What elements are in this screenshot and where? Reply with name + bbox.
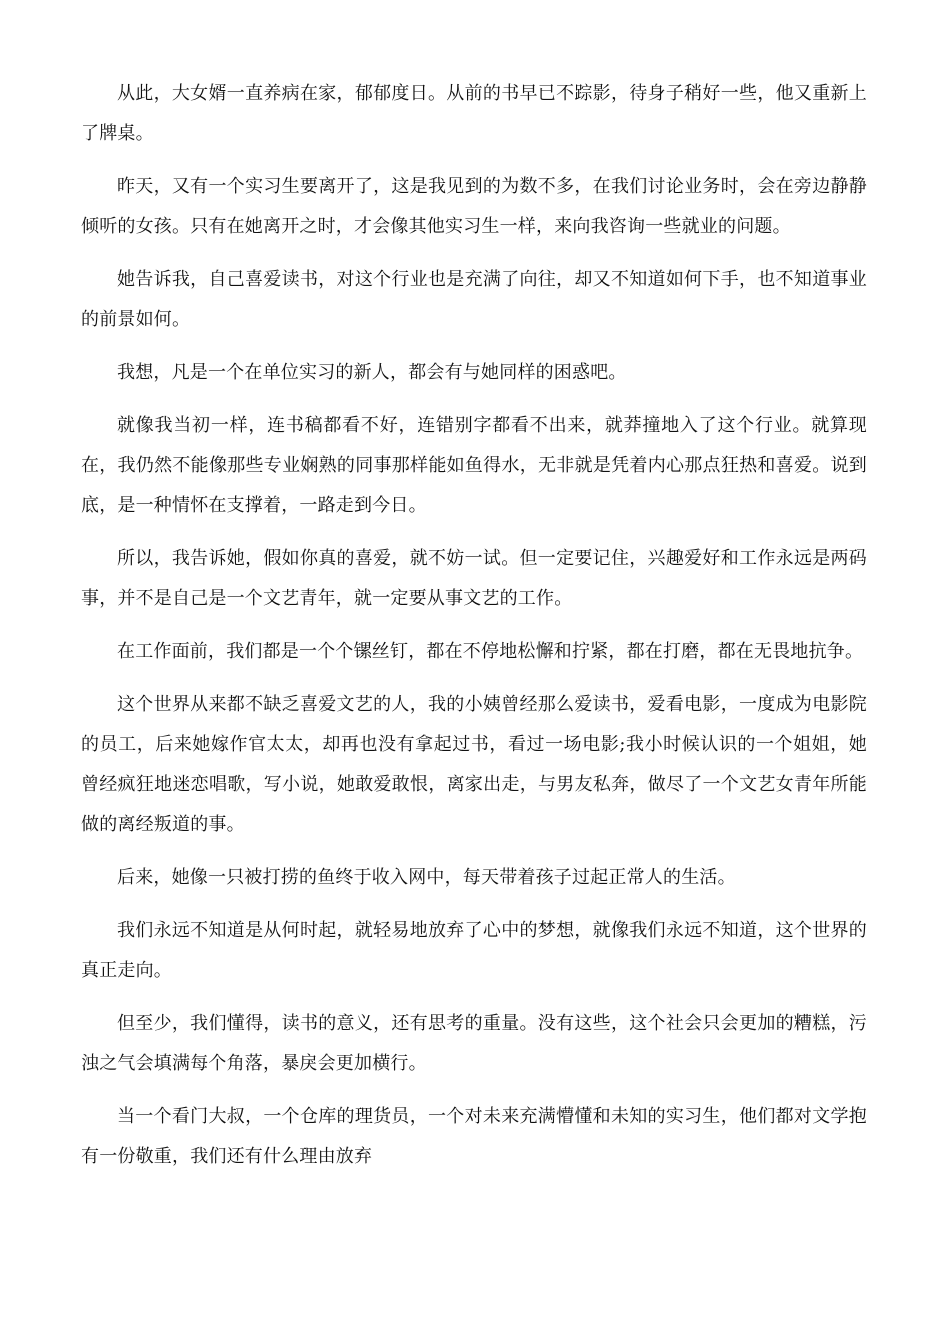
paragraph: 她告诉我，自己喜爱读书，对这个行业也是充满了向往，却又不知道如何下手，也不知道事业的前景如何。 (81, 269, 867, 330)
paragraph: 我们永远不知道是从何时起，就轻易地放弃了心中的梦想，就像我们永远不知道，这个世界的真正走向。 (81, 920, 867, 981)
paragraph: 所以，我告诉她，假如你真的喜爱，就不妨一试。但一定要记住，兴趣爱好和工作永远是两码事，并不是自己是一个文艺青年，就一定要从事文艺的工作。 (81, 548, 867, 609)
paragraph: 昨天，又有一个实习生要离开了，这是我见到的为数不多，在我们讨论业务时，会在旁边静静倾听的女孩。只有在她离开之时，才会像其他实习生一样，来向我咨询一些就业的问题。 (81, 176, 867, 237)
paragraph: 从此，大女婿一直养病在家，郁郁度日。从前的书早已不踪影，待身子稍好一些，他又重新上了牌桌。 (81, 83, 867, 144)
paragraph: 就像我当初一样，连书稿都看不好，连错别字都看不出来，就莽撞地入了这个行业。就算现在，我仍然不能像那些专业娴熟的同事那样能如鱼得水，无非就是凭着内心那点狂热和喜爱。说到底，是一种情怀在支撑着，一路走到今日。 (81, 415, 867, 516)
document-body (81, 74, 867, 1190)
paragraph: 在工作面前，我们都是一个个镙丝钉，都在不停地松懈和拧紧，都在打磨，都在无畏地抗争。 (117, 641, 864, 662)
paragraph: 后来，她像一只被打捞的鱼终于收入网中，每天带着孩子过起正常人的生活。 (117, 867, 736, 888)
paragraph: 但至少，我们懂得，读书的意义，还有思考的重量。没有这些，这个社会只会更加的糟糕，污浊之气会填满每个角落，暴戾会更加横行。 (81, 1013, 867, 1074)
paragraph: 这个世界从来都不缺乏喜爱文艺的人，我的小姨曾经那么爱读书，爱看电影，一度成为电影院的员工，后来她嫁作官太太，却再也没有拿起过书，看过一场电影;我小时候认识的一个姐姐，她曾经疯狂地迷恋唱歌，写小说，她敢爱敢恨，离家出走，与男友私奔，做尽了一个文艺女青年所能做的离经叛道的事。 (81, 694, 867, 835)
paragraph: 我想，凡是一个在单位实习的新人，都会有与她同样的困惑吧。 (117, 362, 627, 383)
paragraph: 当一个看门大叔，一个仓库的理货员，一个对未来充满懵懂和未知的实习生，他们都对文学抱有一份敬重，我们还有什么理由放弃 (81, 1106, 867, 1167)
